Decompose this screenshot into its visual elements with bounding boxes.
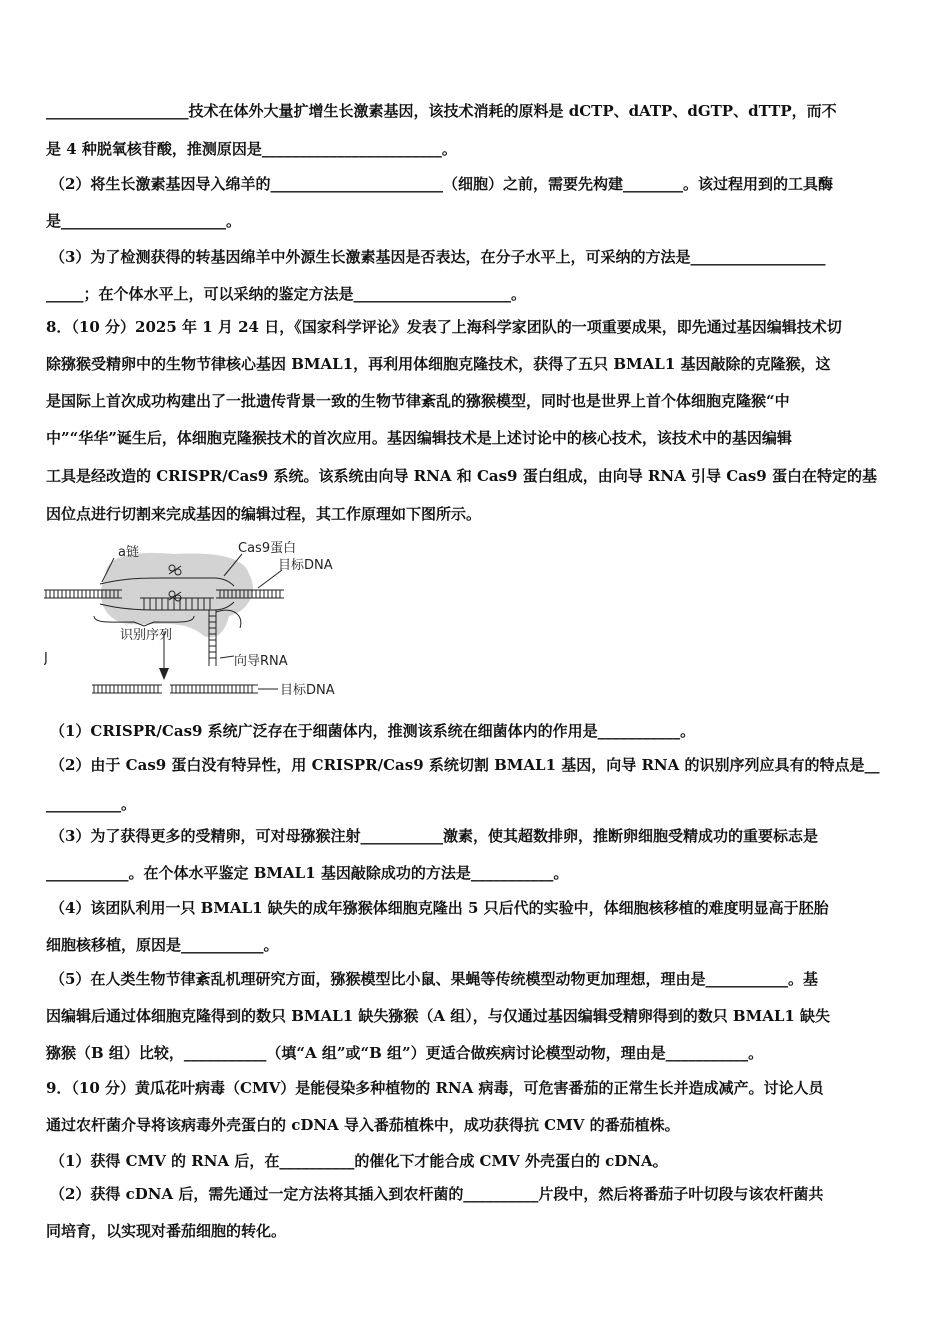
text-line: 是 4 种脱氧核苷酸，推测原因是________________________。	[46, 140, 457, 158]
text-line: （1）CRISPR/Cas9 系统广泛存在于细菌体内，推测该系统在细菌体内的作用是___________。	[50, 722, 696, 740]
text-line: 因位点进行切割来完成基因的编辑过程，其工作原理如下图所示。	[46, 505, 482, 523]
crispr-cas9-diagram	[44, 536, 364, 700]
text-line: 因编辑后通过体细胞克隆得到的数只 BMAL1 缺失猕猴（A 组），与仅通过基因编辑受精卵得到的数只 BMAL1 缺失	[46, 1007, 831, 1025]
cut-dna-right	[170, 685, 278, 693]
cut-dna-left	[92, 685, 162, 693]
text-line: 细胞核移植，原因是___________。	[46, 936, 279, 954]
text-line: （3）为了检测获得的转基因绵羊中外源生长激素基因是否表达，在分子水平上，可采纳的方法是__________________	[50, 248, 826, 266]
label-guide-rna: 向导RNA	[234, 654, 288, 669]
text-line: __________。	[46, 795, 137, 813]
text-line: （5）在人类生物节律紊乱机理研究方面，猕猴模型比小鼠、果蝇等传统模型动物更加理想，理由是___________。基	[50, 970, 818, 988]
text-line: ___________。在个体水平鉴定 BMAL1 基因敲除成功的方法是___________。	[46, 864, 569, 882]
text-line: （1）获得 CMV 的 RNA 后，在__________的催化下才能合成 CMV 外壳蛋白的 cDNA。	[50, 1152, 668, 1170]
text-line: 是国际上首次成功构建出了一批遗传背景一致的生物节律紊乱的猕猴模型，同时也是世界上首个体细胞克隆猴“中	[46, 392, 790, 410]
text-line: （2）将生长激素基因导入绵羊的_______________________（细胞）之前，需要先构建________。该过程用到的工具酶	[50, 175, 833, 193]
text-line: 除猕猴受精卵中的生物节律核心基因 BMAL1，再利用体细胞克隆技术，获得了五只 BMAL1 基因敲除的克隆猴，这	[46, 355, 831, 373]
question-9-title: 9．（10 分）黄瓜花叶病毒（CMV）是能侵染多种植物的 RNA 病毒，可危害番茄的正常生长并造成减产。讨论人员	[46, 1079, 824, 1097]
label-recognition-sequence: 识别序列	[120, 628, 173, 643]
label-target-dna-bottom: 目标DNA	[280, 683, 335, 698]
text-line: 是______________________。	[46, 212, 242, 230]
text-line: 通过农杆菌介导将该病毒外壳蛋白的 cDNA 导入番茄植株中，成功获得抗 CMV 的番茄植株。	[46, 1116, 680, 1134]
text-line: （2）由于 Cas9 蛋白没有特异性，用 CRISPR/Cas9 系统切割 BMAL1 基因，向导 RNA 的识别序列应具有的特点是__	[50, 756, 880, 774]
text-line: （2）获得 cDNA 后，需先通过一定方法将其插入到农杆菌的__________片段中，然后将番茄子叶切段与该农杆菌共	[50, 1185, 824, 1203]
text-line: （4）该团队利用一只 BMAL1 缺失的成年猕猴体细胞克隆出 5 只后代的实验中，体细胞核移植的难度明显高于胚胎	[50, 899, 829, 917]
question-8-title: 8．（10 分）2025 年 1 月 24 日，《国家科学评论》发表了上海科学家团队的一项重要成果，即先通过基因编辑技术切	[46, 318, 842, 336]
side-mark: J	[44, 651, 48, 666]
label-target-dna-top: 目标DNA	[278, 558, 333, 573]
target-dna-left-strands	[44, 590, 122, 598]
label-a-chain: a链	[118, 545, 139, 560]
text-line: ___________________技术在体外大量扩增生长激素基因，该技术消耗的原料是 dCTP、dATP、dGTP、dTTP，而不	[46, 102, 837, 120]
text-line: 同培育，以实现对番茄细胞的转化。	[46, 1222, 287, 1240]
text-line: 猕猴（B 组）比较，___________（填“A 组”或“B 组”）更适合做疾病讨论模型动物，理由是___________。	[46, 1044, 764, 1062]
text-line: 工具是经改造的 CRISPR/Cas9 系统。该系统由向导 RNA 和 Cas9 蛋白组成，由向导 RNA 引导 Cas9 蛋白在特定的基	[46, 467, 877, 485]
text-line: 中”“华华”诞生后，体细胞克隆猴技术的首次应用。基因编辑技术是上述讨论中的核心技术，该技术中的基因编辑	[46, 429, 792, 447]
text-line: _____；在个体水平上，可以采纳的鉴定方法是_____________________。	[46, 285, 527, 303]
text-line: （3）为了获得更多的受精卵，可对母猕猴注射___________激素，使其超数排卵，推断卵细胞受精成功的重要标志是	[50, 827, 818, 845]
label-cas9-protein: Cas9蛋白	[238, 541, 297, 556]
